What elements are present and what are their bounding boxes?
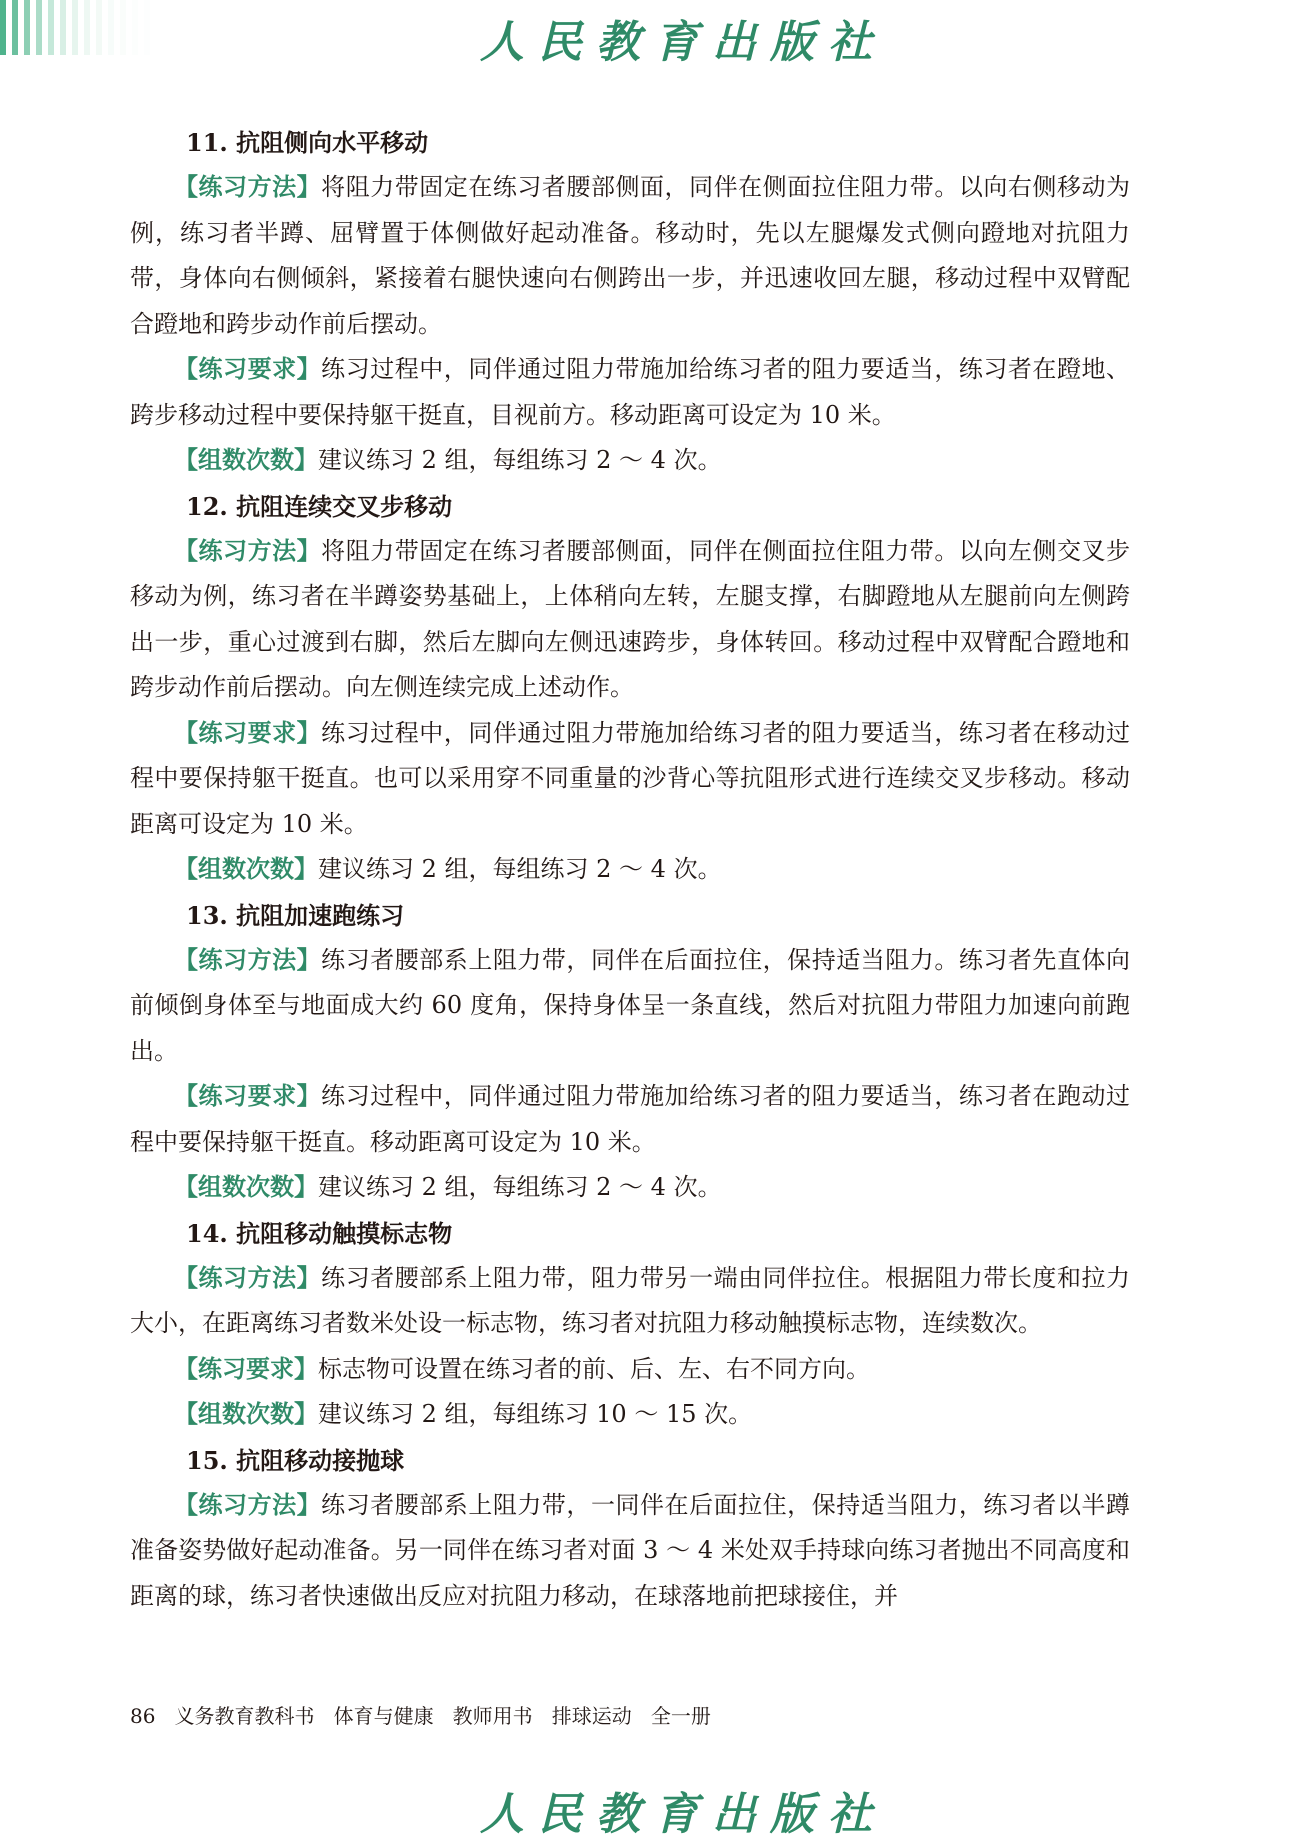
section-heading: 14. 抗阻移动触摸标志物 <box>186 1218 453 1248</box>
paragraph-text: 练习过程中，同伴通过阻力带施加给练习者的阻力要适当，练习者在移动过程中要保持躯干挺直。也可以采用穿不同重量的沙背心等抗阻形式进行连续交叉步移动。移动距离可设定为 10 米。 <box>130 718 1131 838</box>
paragraph <box>130 1347 1130 1393</box>
paragraph-text: 练习过程中，同伴通过阻力带施加给练习者的阻力要适当，练习者在蹬地、跨步移动过程中要保持躯干挺直，目视前方。移动距离可设定为 10 米。 <box>130 355 1131 429</box>
paragraph <box>130 711 1130 848</box>
label-tag: 【练习方法】 <box>174 536 322 565</box>
publisher-logo: 人民教育出版社 <box>480 17 886 68</box>
paragraph-text: 练习者腰部系上阻力带，一同伴在后面拉住，保持适当阻力，练习者以半蹲准备姿势做好起动准备。另一同伴在练习者对面 3 ～ 4 米处双手持球向练习者抛出不同高度和距离的球，练习者快速做出反应对抗阻力移动，在球落地前把球接住，并 <box>130 1490 1131 1610</box>
label-tag: 【练习要求】 <box>174 1082 322 1110</box>
label-tag: 【练习要求】 <box>174 718 322 747</box>
header-stripe <box>36 0 42 55</box>
page-body <box>130 120 1130 1619</box>
paragraph <box>130 938 1130 1075</box>
paragraph <box>130 1165 1130 1211</box>
paragraph <box>130 1483 1130 1620</box>
label-tag: 【组数次数】 <box>174 1400 318 1428</box>
publisher-logo: 人民教育出版社 <box>480 1789 886 1840</box>
paragraph <box>130 1074 1130 1165</box>
label-tag: 【练习方法】 <box>174 1263 322 1292</box>
page-number: 86 <box>130 1704 156 1728</box>
label-tag: 【组数次数】 <box>174 855 318 883</box>
header-stripe <box>120 0 126 55</box>
header-stripe <box>84 0 90 55</box>
paragraph <box>130 529 1130 711</box>
paragraph <box>130 438 1130 484</box>
label-tag: 【练习方法】 <box>174 1490 322 1519</box>
paragraph-text: 将阻力带固定在练习者腰部侧面，同伴在侧面拉住阻力带。以向右侧移动为例，练习者半蹲、屈臂置于体侧做好起动准备。移动时，先以左腿爆发式侧向蹬地对抗阻力带，身体向右侧倾斜，紧接着右腿快速向右侧跨出一步，并迅速收回左腿，移动过程中双臂配合蹬地和跨步动作前后摆动。 <box>130 173 1131 338</box>
paragraph-text: 建议练习 2 组，每组练习 2 ～ 4 次。 <box>318 1173 722 1201</box>
header-stripe <box>0 0 6 55</box>
header-stripe <box>132 0 138 55</box>
header-stripe <box>72 0 78 55</box>
header-stripe <box>12 0 18 55</box>
header-stripes <box>0 0 250 55</box>
paragraph <box>130 347 1130 438</box>
paragraph <box>130 165 1130 347</box>
paragraph-text: 建议练习 2 组，每组练习 10 ～ 15 次。 <box>318 1400 753 1428</box>
paragraph <box>130 847 1130 893</box>
label-tag: 【练习方法】 <box>174 173 322 201</box>
paragraph-text: 练习者腰部系上阻力带，阻力带另一端由同伴拉住。根据阻力带长度和拉力大小，在距离练习者数米处设一标志物，练习者对抗阻力移动触摸标志物，连续数次。 <box>130 1263 1131 1337</box>
paragraph-text: 将阻力带固定在练习者腰部侧面，同伴在侧面拉住阻力带。以向左侧交叉步移动为例，练习者在半蹲姿势基础上，上体稍向左转，左腿支撑，右脚蹬地从左腿前向左侧跨出一步，重心过渡到右脚，然后左脚向左侧迅速跨步，身体转回。移动过程中双臂配合蹬地和跨步动作前后摆动。向左侧连续完成上述动作。 <box>130 536 1131 701</box>
paragraph <box>130 1392 1130 1438</box>
header-stripe <box>108 0 114 55</box>
label-tag: 【组数次数】 <box>174 446 318 474</box>
paragraph-text: 练习过程中，同伴通过阻力带施加给练习者的阻力要适当，练习者在跑动过程中要保持躯干挺直。移动距离可设定为 10 米。 <box>130 1082 1131 1156</box>
section-heading: 13. 抗阻加速跑练习 <box>186 900 405 930</box>
paragraph <box>130 1256 1130 1347</box>
section-heading: 12. 抗阻连续交叉步移动 <box>186 491 453 521</box>
header-stripe <box>24 0 30 55</box>
paragraph-text: 标志物可设置在练习者的前、后、左、右不同方向。 <box>318 1354 870 1383</box>
header-stripe <box>96 0 102 55</box>
section-heading: 15. 抗阻移动接抛球 <box>186 1445 405 1475</box>
header-stripe <box>48 0 54 55</box>
header-stripe <box>60 0 66 55</box>
label-tag: 【练习要求】 <box>174 1354 318 1383</box>
page-footer <box>130 1700 711 1729</box>
paragraph-text: 建议练习 2 组，每组练习 2 ～ 4 次。 <box>318 446 722 474</box>
header-stripe <box>144 0 150 55</box>
paragraph-text: 练习者腰部系上阻力带，同伴在后面拉住，保持适当阻力。练习者先直体向前倾倒身体至与地面成大约 60 度角，保持身体呈一条直线，然后对抗阻力带阻力加速向前跑出。 <box>130 945 1131 1065</box>
label-tag: 【练习方法】 <box>174 945 322 974</box>
paragraph-text: 建议练习 2 组，每组练习 2 ～ 4 次。 <box>318 855 722 883</box>
label-tag: 【组数次数】 <box>174 1173 318 1201</box>
book-info: 义务教育教科书 体育与健康 教师用书 排球运动 全一册 <box>174 1704 711 1728</box>
label-tag: 【练习要求】 <box>174 355 322 383</box>
section-heading: 11. 抗阻侧向水平移动 <box>186 128 429 157</box>
